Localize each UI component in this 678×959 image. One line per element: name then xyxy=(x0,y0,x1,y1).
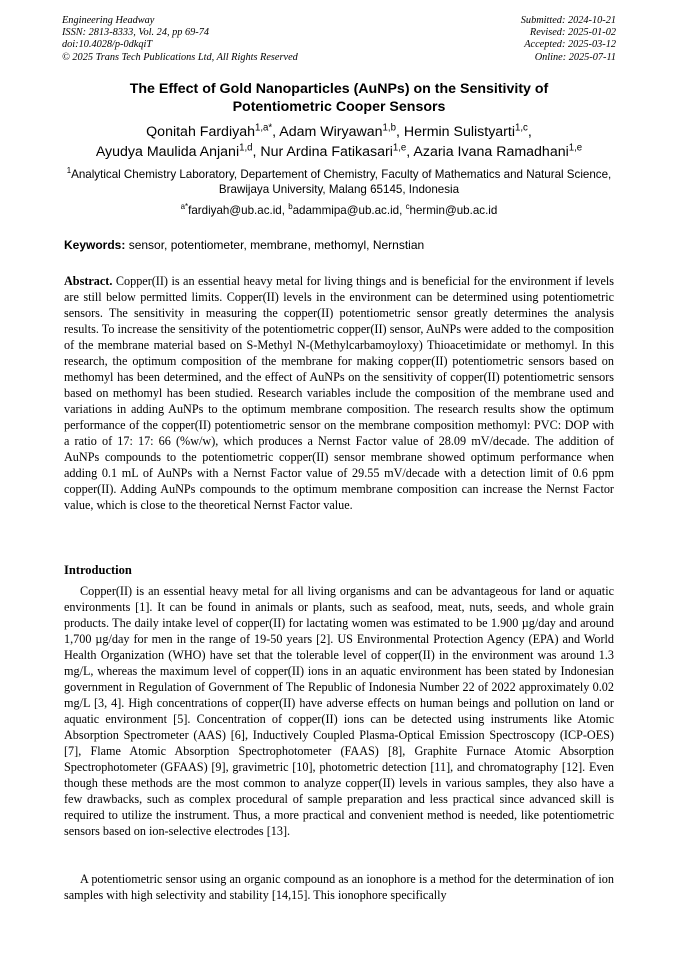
date-submitted: Submitted: 2024-10-21 xyxy=(520,15,616,26)
abstract-label: Abstract. xyxy=(64,274,113,288)
paper-dates xyxy=(521,15,616,64)
intro-paragraph-2: A potentiometric sensor using an organic compound as an ionophore is a method for the determination of ion samples with high selectivity and stability [14,15]. This ionophore specifically xyxy=(64,872,614,902)
author-emails xyxy=(40,204,638,218)
author-affiliation-mark: 1,d xyxy=(239,141,253,153)
author-name: Adam Wiryawan xyxy=(279,124,383,140)
keywords-label: Keywords: xyxy=(64,238,126,252)
journal-info xyxy=(62,15,298,64)
date-revised: Revised: 2025-01-02 xyxy=(529,27,616,39)
affiliation-text: Analytical Chemistry Laboratory, Departement of Chemistry, Faculty of Mathematics and Natural Science, Brawijaya University, Malang 65145, Indonesia xyxy=(71,168,612,197)
date-accepted: Accepted: 2025-03-12 xyxy=(524,39,616,51)
email-separator: , xyxy=(399,204,406,217)
paper-title xyxy=(40,81,638,116)
author-line-1 xyxy=(30,123,648,143)
affiliation xyxy=(40,167,638,198)
author-affiliation-mark: 1,c xyxy=(515,122,528,134)
author-name: Nur Ardina Fatikasari xyxy=(260,143,393,160)
title-line-1: The Effect of Gold Nanoparticles (AuNPs) on the Sensitivity of xyxy=(129,81,549,97)
author-affiliation-mark: 1,e xyxy=(568,141,583,153)
author-name: Azaria Ivana Ramadhani xyxy=(413,143,569,160)
author-separator: , xyxy=(272,124,280,140)
email-address[interactable]: hermin@ub.ac.id xyxy=(409,204,498,217)
journal-issn: ISSN: 2813-8333, Vol. 24, pp 69-74 xyxy=(62,27,210,39)
author-separator: , xyxy=(395,124,404,140)
author-separator: , xyxy=(406,143,414,160)
title-line-2: Potentiometric Cooper Sensors xyxy=(232,98,446,115)
author-name: Hermin Sulistyarti xyxy=(403,124,516,140)
author-affiliation-mark: 1,a* xyxy=(254,122,273,134)
author-name: Qonitah Fardiyah xyxy=(146,124,255,140)
author-list xyxy=(30,123,648,162)
section-heading-introduction: Introduction xyxy=(64,563,132,577)
journal-doi: doi:10.4028/p-0dkqiT xyxy=(62,39,153,51)
email-separator: , xyxy=(281,204,289,217)
email-address[interactable]: adammipa@ub.ac.id xyxy=(292,204,400,217)
date-online: Online: 2025-07-11 xyxy=(534,51,616,63)
abstract-text: Copper(II) is an essential heavy metal for living things and is beneficial for the environment if levels are still below permitted limits. Copper(II) levels in the environment can be determined using potentiometric sensors. The sensitivity in measuring the copper(II) potentiometric sensor greatly determines the analysis results. To increase the sensitivity of the potentiometric copper(II) sensor, AuNPs were added to the composition of the membrane material based on S-Methyl N-(Methylcarbamoyloxy) Thioacetimidate or methomyl. In this research, the optimum composition of the membrane for making copper(II) potentiometric sensors based on methomyl has been determined, and the effect of AuNPs on the sensitivity of copper(II) potentiometric sensors based on methomyl has been studied. Research variables include the composition of the membrane used and variations in adding AuNPs to the optimum membrane composition. The research results show the optimum performance of the copper(II) potentiometric sensor on the membrane composition methomyl: PVC: DOP with a ratio of 17: 17: 66 (%w/w), which produces a Nernst Factor value of 28.09 mV/decade. The addition of AuNPs compounds to the potentiometric copper(II) sensor membrane showed optimum performance when adding 0.1 mL of AuNPs with a Nernst Factor value of 29.55 mV/decade with a detection limit of 0.6 ppm copper(II). Adding AuNPs compounds to the optimum membrane composition can increase the Nernst Factor value, which is close to the theoretical Nernst Factor value. xyxy=(64,274,614,512)
author-name: Ayudya Maulida Anjani xyxy=(95,143,240,160)
keywords xyxy=(64,238,624,253)
affiliation-mark: 1 xyxy=(66,166,72,176)
email-mark: b xyxy=(288,202,293,212)
author-separator: , xyxy=(252,143,261,160)
email-mark: a* xyxy=(180,202,189,212)
author-line-2 xyxy=(30,143,648,163)
abstract xyxy=(64,273,614,513)
journal-name: Engineering Headway xyxy=(62,15,155,26)
journal-copyright: © 2025 Trans Tech Publications Ltd, All Rights Reserved xyxy=(62,51,298,63)
email-address[interactable]: fardiyah@ub.ac.id xyxy=(188,204,282,217)
intro-paragraph-1: Copper(II) is an essential heavy metal for all living organisms and can be advantageous for land or aquatic environments [1]. It can be found in animals or plants, such as seafood, meat, nuts, seeds, and whole grain products. The daily intake level of copper(II) for lactating women was estimated to be 1.900 µg/day and around 1,700 µg/day for men in the range of 19-50 years [2]. US Environmental Protection Agency (EPA) and World Health Organization (WHO) have set that the tolerable level of copper(II) in the environment was around 1.3 mg/L, whereas the maximum level of copper(II) ions in an aquatic environment has been stated by Indonesian government in Regulation of Government of The Republic of Indonesia Number 22 of 2022 approximately 0.02 mg/L [3, 4]. High concentrations of copper(II) have adverse effects on human beings and pollution on land or aquatic environment [5]. Concentration of copper(II) ions can be detected using instruments like Atomic Absorption Spectrometer (AAS) [6], Inductively Coupled Plasma-Optical Emission Spectroscopy (ICP-OES) [7], Flame Atomic Absorption Spectrophotometer (FAAS) [8], Graphite Furnace Atomic Absorption Spectrophotometer (GFAAS) [9], gravimetric [10], photometric detection [11], and chromatography [12]. Even though these methods are the most common to analyze copper(II) levels in various samples, they also have a few drawbacks, such as complex procedural of sample preparation and less practical since advanced skill is required to utilize the instrument. Thus, a more practical and convenient method is needed, like potentiometric sensors based on ion-selective electrodes [13]. xyxy=(64,584,614,838)
email-mark: c xyxy=(405,202,410,212)
author-affiliation-mark: 1,b xyxy=(382,122,396,134)
author-affiliation-mark: 1,e xyxy=(392,141,407,153)
author-separator: , xyxy=(527,124,532,140)
keywords-text: sensor, potentiometer, membrane, methomyl, Nernstian xyxy=(128,238,425,252)
